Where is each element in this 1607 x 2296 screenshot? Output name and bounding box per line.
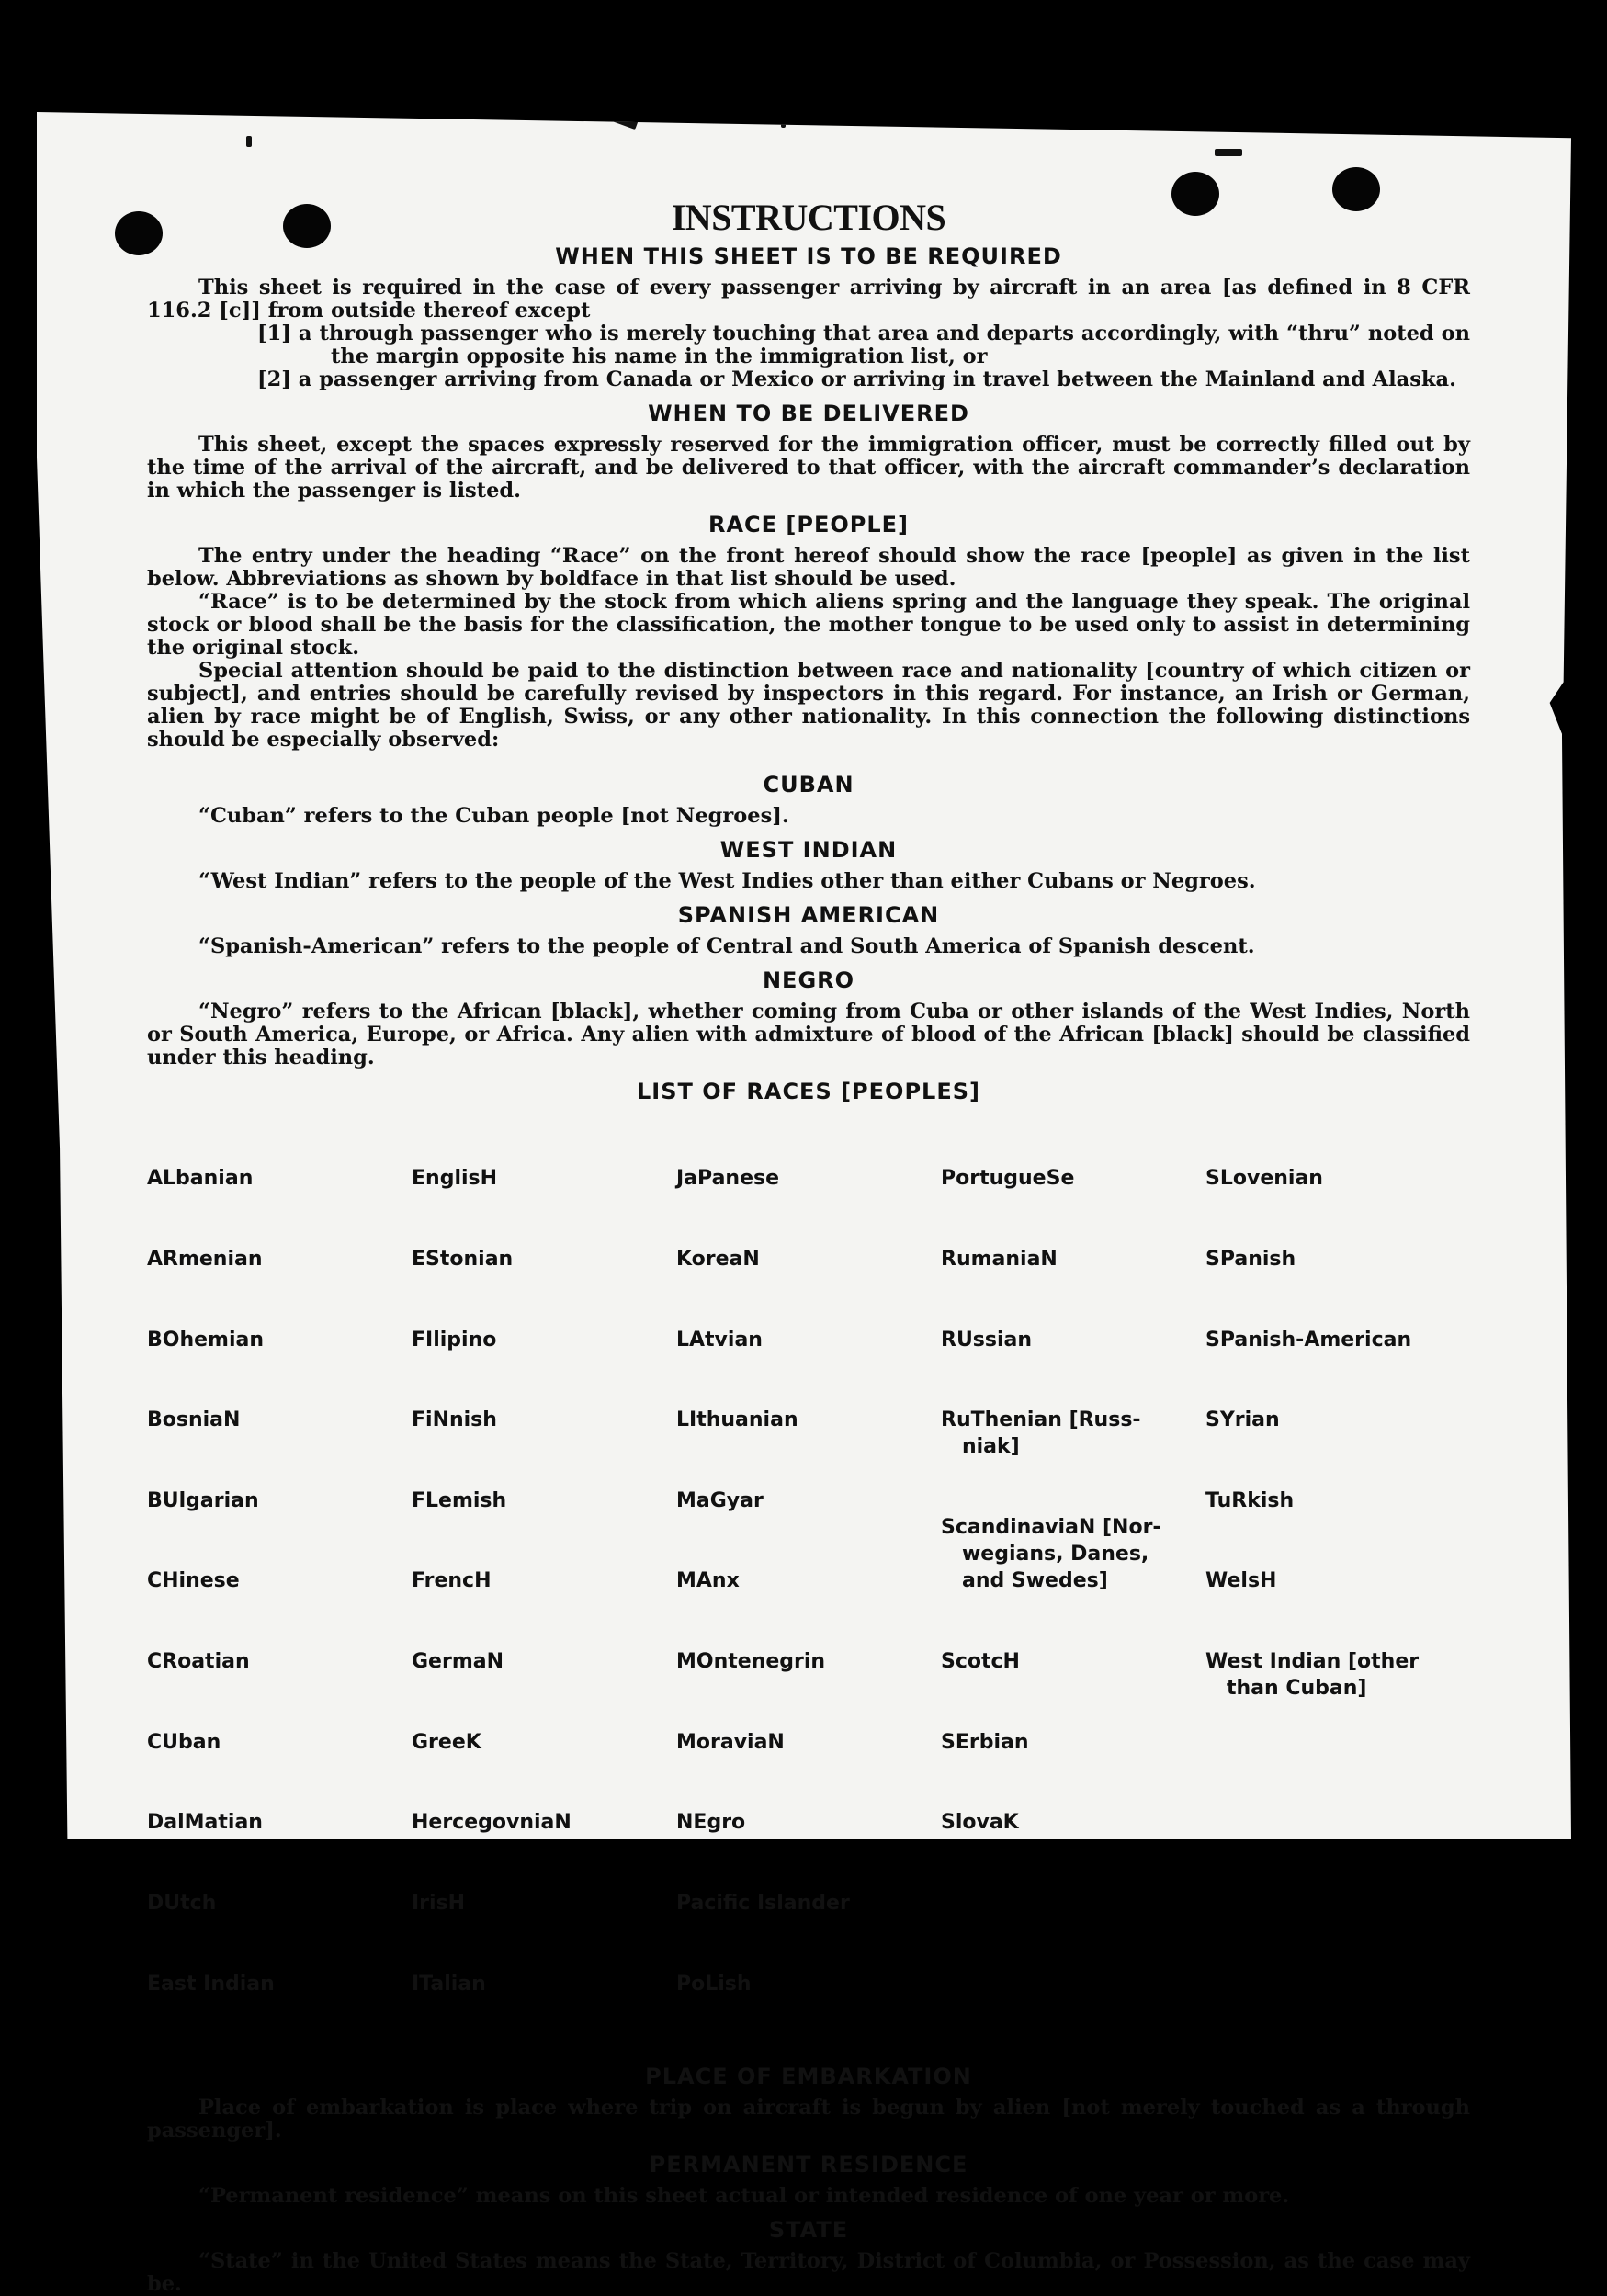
heading-when-required: WHEN THIS SHEET IS TO BE REQUIRED — [555, 243, 1062, 269]
race-entry: SLovenian — [1205, 1167, 1323, 1191]
race-paragraph-3: Special attention should be paid to the distinction between race and nationality [country of which citizen or subject], and entries should be carefully revised by inspectors in this regard. For instance, an Irish or German, alien by race might be of English, Swiss, or any other nationality. In this connection the following distinctions should be especially observed: — [147, 659, 1470, 752]
races-column-3 — [676, 1112, 941, 2051]
negro-text: “Negro” refers to the African [black], whether coming from Cuba or other islands of the West Indies, North or South America, Europe, or Africa. Any alien with admixture of blood of the African [black] should be classified under this heading. — [147, 1000, 1470, 1069]
race-entry: PortugueSe — [941, 1167, 1075, 1191]
race-entry: SPanish — [1205, 1248, 1296, 1272]
race-entry: SlovaK — [941, 1811, 1019, 1835]
race-entry: FIlipino — [412, 1328, 497, 1352]
race-entry: FiNnish — [412, 1408, 497, 1432]
heading-permanent-residence: PERMANENT RESIDENCE — [649, 2152, 968, 2178]
required-item-1: [1] a through passenger who is merely touching that area and departs accordingly, with “thru” noted on the margin opposite his name in the immigration list, or — [257, 322, 1470, 368]
race-entry: WelsH — [1205, 1569, 1277, 1593]
race-entry: TuRkish — [1205, 1488, 1295, 1512]
race-entry: EStonian — [412, 1248, 514, 1272]
heading-place-of-embarkation: PLACE OF EMBARKATION — [645, 2064, 972, 2090]
heading-cuban: CUBAN — [763, 772, 854, 797]
race-entry: RuThenian [Russ- niak] — [941, 1408, 1141, 1459]
residence-text: “Permanent residence” means on this sheet actual or intended residence of one year or more. — [198, 2184, 1290, 2209]
race-entry: JaPanese — [676, 1167, 780, 1191]
race-entry: ALbanian — [147, 1167, 254, 1191]
race-entry: BOhemian — [147, 1328, 265, 1352]
race-entry: DUtch — [147, 1891, 217, 1915]
race-entry: RumaniaN — [941, 1248, 1058, 1272]
race-entry: NEgro — [676, 1811, 746, 1835]
heading-west-indian: WEST INDIAN — [719, 837, 898, 863]
race-entry: CHinese — [147, 1569, 240, 1593]
race-entry: PoLish — [676, 1972, 752, 1996]
ink-mark — [613, 111, 639, 130]
race-entry: LAtvian — [676, 1328, 763, 1352]
race-entry: MAnx — [676, 1569, 740, 1593]
ink-mark — [1215, 149, 1242, 156]
race-entry: DalMatian — [147, 1811, 263, 1835]
race-entry: GreeK — [412, 1730, 481, 1754]
required-item-2: [2] a passenger arriving from Canada or Mexico or arriving in travel between the Mainland and Alaska. — [257, 368, 1456, 391]
race-entry: RUssian — [941, 1328, 1033, 1352]
race-entry: East Indian — [147, 1972, 275, 1996]
races-column-2 — [412, 1112, 676, 2051]
heading-negro: NEGRO — [762, 967, 855, 993]
race-entry: FrencH — [412, 1569, 492, 1593]
race-entry: EnglisH — [412, 1167, 498, 1191]
race-entry: FLemish — [412, 1488, 507, 1512]
race-entry: MoraviaN — [676, 1730, 785, 1754]
race-entry: IrisH — [412, 1891, 466, 1915]
instructions-content — [147, 198, 1470, 2296]
required-intro: This sheet is required in the case of every passenger arriving by aircraft in an area [as defined in 8 CFR 116.2 [c]] from outside thereof except — [147, 276, 1470, 322]
delivered-text: This sheet, except the spaces expressly reserved for the immigration officer, must be correctly filled out by the time of the arrival of the aircraft, and be delivered to that officer, with the aircraft commander’s declaration in which the passenger is listed. — [147, 433, 1470, 503]
race-entry: SPanish-American — [1205, 1328, 1412, 1352]
ink-mark — [781, 123, 786, 128]
race-entry: ScandinaviaN [Nor- wegians, Danes, and Swedes] — [941, 1516, 1161, 1593]
race-entry: MOntenegrin — [676, 1650, 826, 1674]
race-entry: SErbian — [941, 1730, 1029, 1754]
race-entry: MaGyar — [676, 1488, 764, 1512]
race-entry: ScotcH — [941, 1650, 1020, 1674]
race-entry: Pacific Islander — [676, 1891, 850, 1915]
heading-list-of-races: LIST OF RACES [PEOPLES] — [637, 1079, 980, 1104]
race-entry: SYrian — [1205, 1408, 1280, 1432]
spanish-american-text: “Spanish-American” refers to the people of Central and South America of Spanish descent. — [198, 934, 1255, 958]
embarkation-text: Place of embarkation is place where trip on aircraft is begun by alien [not merely touched as a through passenger]. — [147, 2096, 1470, 2143]
races-list — [147, 1112, 1470, 2051]
heading-race: RACE [PEOPLE] — [707, 512, 910, 537]
race-entry: CUban — [147, 1730, 221, 1754]
race-entry: BosniaN — [147, 1408, 241, 1432]
races-column-4 — [941, 1112, 1205, 2051]
heading-when-delivered: WHEN TO BE DELIVERED — [648, 401, 969, 426]
ink-mark — [246, 136, 252, 147]
race-entry: KoreaN — [676, 1248, 760, 1272]
page-title: INSTRUCTIONS — [671, 197, 946, 238]
race-entry: West Indian [other than Cuban] — [1205, 1650, 1420, 1701]
race-entry: CRoatian — [147, 1650, 250, 1674]
race-entry: GermaN — [412, 1650, 504, 1674]
race-entry: BUlgarian — [147, 1488, 259, 1512]
state-text: “State” in the United States means the State, Territory, District of Columbia, or Possession, as the case may be. — [147, 2249, 1470, 2296]
race-entry: ARmenian — [147, 1248, 263, 1272]
heading-state: STATE — [768, 2217, 849, 2244]
race-paragraph-2: “Race” is to be determined by the stock from which aliens spring and the language they speak. The original stock or blood shall be the basis for the classification, the mother tongue to be used only to assist in determining the original stock. — [147, 590, 1470, 660]
cuban-text: “Cuban” refers to the Cuban people [not Negroes]. — [198, 804, 789, 828]
races-column-1 — [147, 1112, 412, 2051]
race-entry: HercegovniaN — [412, 1811, 572, 1835]
west-indian-text: “West Indian” refers to the people of the West Indies other than either Cubans or Negroes. — [198, 869, 1256, 893]
race-paragraph-1: The entry under the heading “Race” on the front hereof should show the race [people] as given in the list below. Abbreviations as shown by boldface in that list should be used. — [147, 544, 1470, 591]
race-entry: ITalian — [412, 1972, 486, 1996]
race-entry: LIthuanian — [676, 1408, 798, 1432]
heading-spanish-american: SPANISH AMERICAN — [677, 902, 940, 928]
races-column-5 — [1205, 1112, 1470, 2051]
